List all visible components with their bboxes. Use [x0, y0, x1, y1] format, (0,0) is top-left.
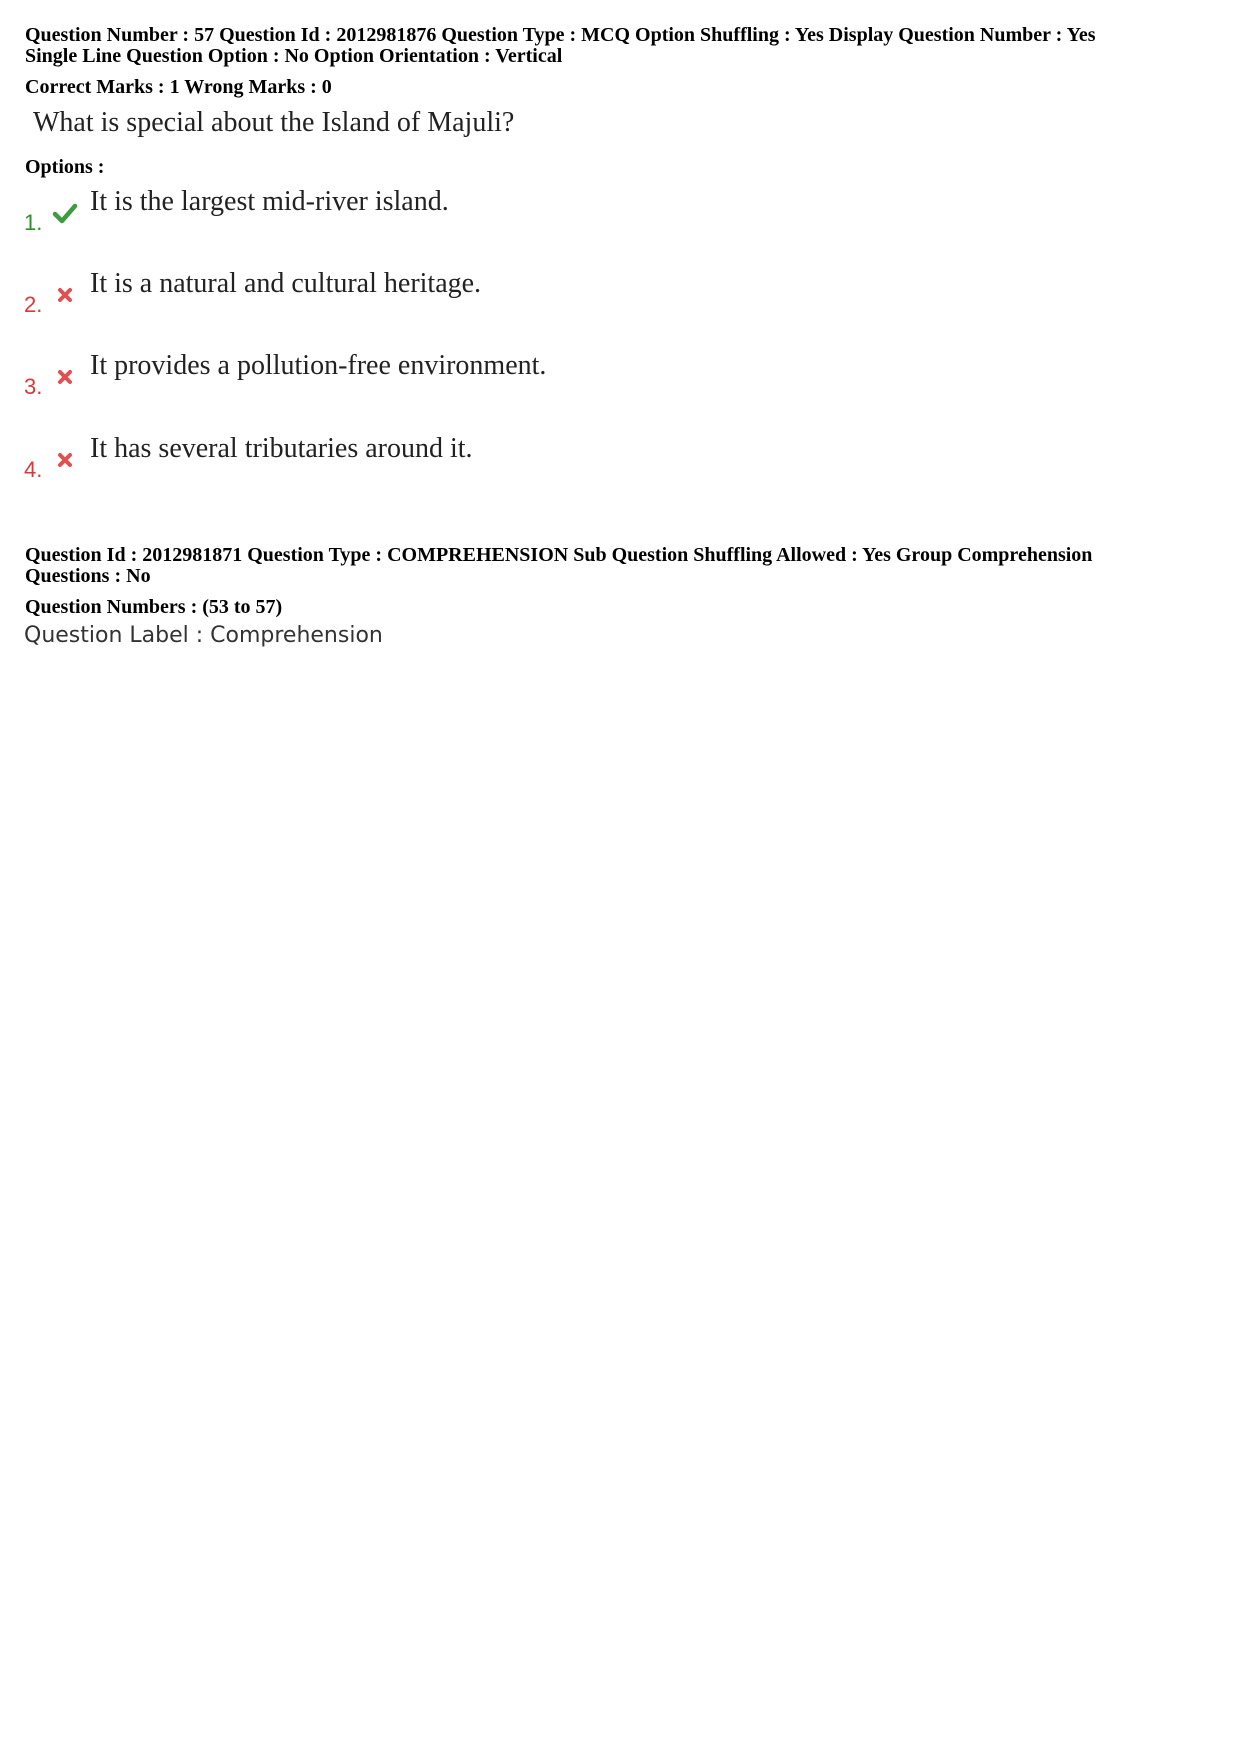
option-text: It provides a pollution-free environment. — [90, 350, 547, 381]
question-header — [25, 25, 1215, 67]
option-2 — [24, 268, 924, 318]
option-text: It is the largest mid-river island. — [90, 186, 449, 217]
comprehension-header-line-2: Questions : No — [25, 565, 151, 587]
question-header-line-2: Single Line Question Option : No Option Orientation : Vertical — [25, 45, 563, 67]
option-number: 4. — [24, 457, 43, 482]
options-label: Options : — [25, 156, 105, 178]
comprehension-header-line-1: Question Id : 2012981871 Question Type : COMPREHENSION Sub Question Shuffling Allowed : Yes Group Comprehension — [25, 544, 1093, 566]
option-number: 3. — [24, 374, 43, 399]
option-number: 1. — [24, 210, 43, 235]
option-4 — [24, 433, 924, 483]
cross-icon — [52, 447, 78, 473]
option-text: It is a natural and cultural heritage. — [90, 268, 482, 299]
cross-icon — [52, 282, 78, 308]
question-numbers-line: Question Numbers : (53 to 57) — [25, 596, 283, 618]
option-number: 2. — [24, 292, 43, 317]
option-1 — [24, 186, 924, 236]
question-text: What is special about the Island of Majuli? — [33, 107, 515, 138]
option-text: It has several tributaries around it. — [90, 433, 473, 464]
marks-line: Correct Marks : 1 Wrong Marks : 0 — [25, 76, 332, 98]
option-3 — [24, 350, 924, 400]
comprehension-header — [25, 545, 1215, 587]
question-label: Question Label : Comprehension — [24, 623, 383, 648]
check-icon — [52, 200, 78, 226]
question-header-line-1: Question Number : 57 Question Id : 2012981876 Question Type : MCQ Option Shuffling : Yes Display Question Number : Yes — [25, 24, 1096, 46]
cross-icon — [52, 364, 78, 390]
